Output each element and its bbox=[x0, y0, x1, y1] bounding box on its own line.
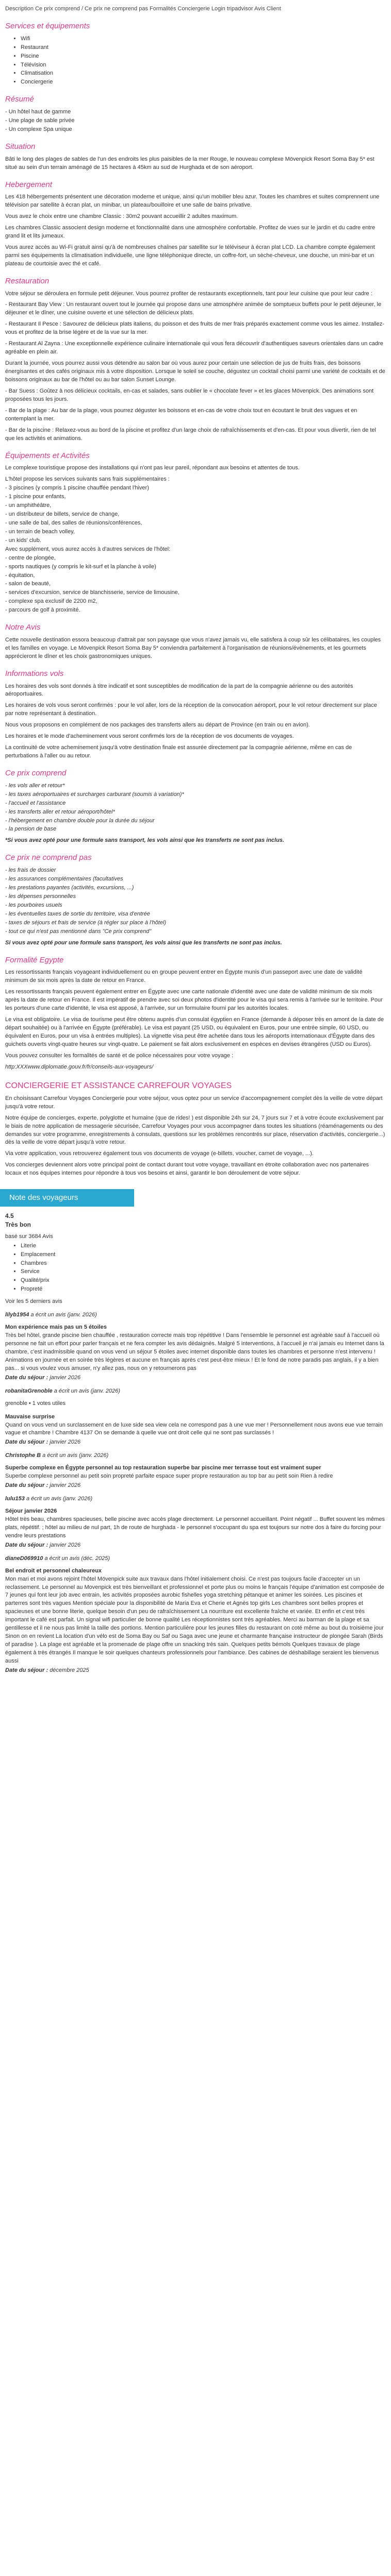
prix-comprend-line: - les taxes aéroportuaires et surcharges carburant (soumis à variation)* bbox=[5, 791, 184, 798]
review-text: Superbe complexe personnel au petit soin propreté parfaite espace super propre restauration au top bar au petit soin Rien à redire bbox=[5, 1473, 333, 1480]
review-date: janvier 2026 bbox=[50, 1482, 81, 1489]
activites-list bbox=[5, 476, 386, 615]
prix-ne-comprend-note: Si vous avez opté pour une formule sans transport, les vols ainsi que les transferts ne sont pas inclus. bbox=[5, 939, 282, 946]
rating-label: Très bon bbox=[5, 1221, 31, 1229]
formalite-text: Vous pouvez consulter les formalités de santé et de police nécessaires pour votre voyage : bbox=[5, 1052, 234, 1059]
conciergerie-text: Vos concierges deviennent alors votre principal point de contact durant tout votre voyage, travaillant en étroite collaboration avec nos partenaires locaux et nos équipes internes pour répondre à tous vos besoins et ainsi, garantir le bon déroulement de votre séjour. bbox=[5, 1162, 369, 1177]
review-title: Mauvaise surprise bbox=[5, 1413, 55, 1420]
review-date: janvier 2026 bbox=[50, 1439, 81, 1446]
activite-line: - services d'excursion, service de blanchisserie, service de limousine, bbox=[5, 589, 180, 596]
prix-comprend-line: - la pension de base bbox=[5, 826, 57, 833]
hebergement-text: Vous aurez accès au Wi-Fi gratuit ainsi qu'à de nombreuses chaînes par satellite sur le téléviseur à écran plat LCD. La chambre compte également parmi ses équipements la climatisation individuelle, une ligne téléphonique directe, un coffre-fort, un sèche-cheveux, une douche, un mini-bar et un plateau de courtoisie avec thé et café. bbox=[5, 244, 375, 267]
review-date: janvier 2026 bbox=[50, 1541, 81, 1548]
service-restaurant: • Restaurant bbox=[21, 44, 386, 52]
infos-vols-text: Les horaires de vols vous seront confirmés : pour le vol aller, lors de la réception de la convocation aéroport, pour le vol retour directement sur place par notre représentant à destination. bbox=[5, 702, 377, 717]
resume-line: - Un complexe Spa unique bbox=[5, 126, 72, 132]
review-when: a écrit un avis (janv. 2026) bbox=[54, 1387, 120, 1394]
review-text: grenoble • 1 votes utiles bbox=[5, 1400, 66, 1406]
hebergement-text: Vous avez le choix entre une chambre Classic : 30m2 pouvant accueillir 2 adultes maximum. bbox=[5, 213, 238, 220]
restauration-text: - Bar de la plage : Au bar de la plage, vous pourrez déguster les boissons et en-cas de votre choix tout en écoutant le bruit des vagues et en contemplant la mer. bbox=[5, 407, 357, 422]
prix-comprend-line: - l'accueil et l'assistance bbox=[5, 800, 66, 806]
activite-line: - 3 piscines (y compris 1 piscine chauffée pendant l'hiver) bbox=[5, 485, 149, 492]
restauration-text: Durant la journée, vous pourrez aussi vous détendre au salon bar où vous aurez pour certain une sélection de jus de fruits frais, des boissons énergisantes et des cafés originaux mis à votre disposition. Lorsque le soleil se couche, dégustez un cocktail choisi parmi une variété de cocktails et de boissons originaux au bar de l'hôtel ou au bar salon Sunset Lounge. bbox=[5, 360, 385, 383]
infos-vols-text: Les horaires et le mode d'acheminement vous seront confirmés lors de la réception de vos documents de voyages. bbox=[5, 733, 294, 740]
review-author: robanitaGrenoble bbox=[5, 1387, 53, 1394]
review-date-label: Date du séjour : bbox=[5, 1374, 48, 1381]
prix-ne-comprend-line: - les prestations payantes (activités, excursions, ...) bbox=[5, 884, 134, 891]
rating-based-on: basé sur 3684 Avis bbox=[5, 1233, 53, 1240]
formalite-text: Les ressortissants français peuvent également entrer en Égypte avec une carte nationale d'identité avec une date de validité minimum de six mois après la date de retour en France. Il est impératif de prendre avec soi deux photos d'identité pour le visa qui sera remis à l'arrivée sur le territoire. Pour les porteurs d'une carte d'identité, le visa est apposé, à l'arrivée, sur un formulaire fourni par les autorités locales. bbox=[5, 989, 383, 1011]
hebergement-text: Les 418 hébergements présentent une décoration moderne et unique, ainsi qu'un mobilier bleu azur. Toutes les chambres et suites comprennent une télévision par satellite à écran plat, un minibar, un plateau/bouilloire et une salle de bains privative. bbox=[5, 194, 380, 209]
restauration-text: - Restaurant Il Pesce : Savourez de délicieux plats italiens, du poisson et des fruits de mer frais préparés exactement comme vous les aimez. Installez-vous et profitez de la brise légère et de la vue sur la mer. bbox=[5, 321, 384, 336]
resume-list bbox=[5, 108, 386, 134]
infos-vols-text: La continuité de votre acheminement jusqu'à votre destination finale est assurée directement par la compagnie aérienne, même en cas de perturbations à l'aller ou au retour. bbox=[5, 744, 352, 759]
formalite-link[interactable]: http:XXXwww.diplomatie.gouv.fr/fr/conseils-aux-voyageurs/ bbox=[5, 1063, 154, 1070]
criteria-item: • Literie bbox=[21, 1242, 386, 1250]
restauration-title: Restauration bbox=[5, 276, 50, 285]
activite-line: - complexe spa exclusif de 2200 m2, bbox=[5, 598, 97, 605]
review-text: Hôtel très beau, chambres spacieuses, belle piscine avec accès plage directement. Le personnel accueillant. Point négatif ... Buffet souvent les mêmes plats, répétitif. ; hôtel au milieu de nul part, 1h de route de hurghada - le personnel s'occupant du spa est toujours sur notre dos à faire du forcing pour vendre leurs prestations bbox=[5, 1516, 385, 1539]
review-author: dianeD069910 bbox=[5, 1555, 43, 1562]
activites-title: Équipements et Activités bbox=[5, 451, 90, 460]
activites-intro: Le complexe touristique propose des installations qui n'ont pas leur pareil, répondant aux besoins et attentes de tous. bbox=[5, 465, 300, 471]
hebergement-text: Les chambres Classic associent design moderne et fonctionnalité dans une atmosphère confortable. Profitez de vues sur le jardin et du cadre entre grand lit et lits jumeaux. bbox=[5, 225, 376, 239]
prix-ne-comprend-line: - les éventuelles taxes de sortie du territoire, visa d'entrée bbox=[5, 910, 150, 917]
restauration-text: - Bar Suess : Goûtez à nos délicieux cocktails, en-cas et salades, sans oublier le « chocolate fever » et les glaces Mövenpick. Des animations sont proposées tous les jours. bbox=[5, 387, 374, 402]
review-author: lulu153 bbox=[5, 1496, 25, 1502]
review-title: Superbe complexe en Égypte personnel au top restauration superbe bar piscine mer terrasse tout est vraiment super bbox=[5, 1465, 321, 1471]
activite-line: - une salle de bal, des salles de réunions/conférences, bbox=[5, 519, 142, 526]
prix-ne-comprend-line: - les pourboires usuels bbox=[5, 902, 62, 908]
formalite-title: Formalité Egypte bbox=[5, 955, 64, 964]
resume-title: Résumé bbox=[5, 95, 34, 104]
restauration-text: - Restaurant Bay View : Un restaurant ouvert tout le journée qui propose dans une atmosphère animée de somptueux buffets pour le petit déjeuner, le déjeuner et le dîner, une cuisine ouverte et une sélection de délicieux plats. bbox=[5, 301, 382, 316]
review-text: Mon mari et moi avons rejoint l'hôtel Mövenpick suite aux travaux dans l'hôtel initialement choisi. Ce n'est pas toujours facile d'accepter un un reclassement. Le personnel au Movenpick est très bienveillant et professionnel et porte plus ou moins le français l'équipe d'animation est composée de 7 jeunes qui font leur job avec entrain, les activités proposées aurobic fishelles yoga stretching pétanque et animer les soirées. Les piscines et parterres sont très vagues Mention spéciale pour la disponibilité de Maria Eva et Cherie et Agnès top girls Les chambres sont belles propres et spacieuses et une bonne literie, quelque besoin d'un peu de rafraîchissement La nourriture est excellente fraîche et variée. Et enfin et c'est très important le café est parfait. Un signal wifi particulier de bonne qualité Les réceptionnistes sont très agréables. Merci au barman de la plage et sa gentillesse et il ne nous pas limité la taille des portions. Mention particulière pour les jeunes filles du restaurant on coté même au bout du troisième jour Sinon on en revient La location d'un vélo est de Soma Bay ou Saf ou Saga avec une jeune et charmante française instructeur de plongée Sarah (Birds of paradise ). La plage est agréable et la promenade de plage offre un snacking très sain. Quelques petits bémols Quelques travaux de plage également à très étrangés Il manque le soir quelques chanteurs professionnels pour l'ambiance. Des cabines de déshabillage seraient les bienvenus aussi bbox=[5, 1575, 384, 1664]
review-date: décembre 2025 bbox=[50, 1667, 89, 1673]
infos-vols-title: Informations vols bbox=[5, 669, 64, 678]
service-climatisation: • Climatisation bbox=[21, 70, 386, 78]
prix-ne-comprend-line: - tout ce qui n'est pas mentionné dans "Ce prix comprend" bbox=[5, 928, 152, 935]
prix-comprend-line: - les transferts aller et retour aéroport/hôtel* bbox=[5, 808, 115, 815]
breadcrumb[interactable]: Description Ce prix comprend / Ce prix ne comprend pas Formalités Conciergerie Login tripadvisor Avis Client bbox=[5, 6, 281, 12]
prix-ne-comprend-line: - taxes de séjours et frais de service (à régler sur place à l'hôtel) bbox=[5, 919, 167, 926]
prix-comprend-title: Ce prix comprend bbox=[5, 769, 67, 777]
activite-line: - sports nautiques (y compris le kit-surf et la planche à voile) bbox=[5, 563, 156, 570]
criteria-item: • Service bbox=[21, 1268, 386, 1276]
activite-line: - un terrain de beach volley, bbox=[5, 528, 75, 535]
prix-ne-comprend-line: - les dépenses personnelles bbox=[5, 893, 76, 900]
prix-comprend-note: *Si vous avez opté pour une formule sans transport, les vols ainsi que les transferts ne sont pas inclus. bbox=[5, 837, 284, 844]
review-date-line bbox=[5, 1438, 386, 1447]
hebergement-title: Hebergement bbox=[5, 180, 52, 189]
resume-line: - Un hôtel haut de gamme bbox=[5, 109, 71, 115]
criteria-item: • Emplacement bbox=[21, 1251, 386, 1259]
criteria-item: • Chambres bbox=[21, 1260, 386, 1268]
last-reviews-link[interactable]: Voir les 5 derniers avis bbox=[5, 1298, 62, 1305]
service-television: • Télévision bbox=[21, 61, 386, 70]
conciergerie-title: CONCIERGERIE ET ASSISTANCE CARREFOUR VOYAGES bbox=[5, 1081, 232, 1090]
review-when: a écrit un avis (janv. 2026) bbox=[30, 1312, 97, 1318]
resume-line: - Une plage de sable privée bbox=[5, 117, 75, 124]
criteria-item: • Qualité/prix bbox=[21, 1277, 386, 1285]
prix-comprend-line: - les vols aller et retour* bbox=[5, 782, 65, 789]
review-date-label: Date du séjour : bbox=[5, 1541, 48, 1548]
prix-comprend-line: - l'hébergement en chambre double pour la durée du séjour bbox=[5, 817, 155, 824]
situation-title: Situation bbox=[5, 142, 36, 151]
activite-line: - salon de beauté, bbox=[5, 581, 51, 587]
review-title: Séjour janvier 2026 bbox=[5, 1508, 57, 1515]
review-author: lilyb1954 bbox=[5, 1312, 29, 1318]
service-wifi: • Wifi bbox=[21, 35, 386, 43]
review bbox=[5, 1387, 386, 1408]
review-date-label: Date du séjour : bbox=[5, 1667, 48, 1673]
infos-vols-text: Nous vous proposons en complément de nos packages des transferts allers au départ de Province (en train ou en avion). bbox=[5, 722, 310, 728]
situation-text: Bâti le long des plages de sables de l'un des endroits les plus paisibles de la mer Rouge, le nouveau complexe Mövenpick Resort Soma Bay 5* est situé au sein d'un terrain aménagé de 15 hectares à 45km au sud de Hurghada et de son aéroport. bbox=[5, 156, 374, 171]
formalite-text: Les ressortissants français voyageant individuellement ou en groupe peuvent entrer en Égypte munis d'un passeport avec une date de validité minimum de six mois après la date de retour en France. bbox=[5, 969, 363, 984]
activite-line: - équitation, bbox=[5, 572, 35, 579]
review-date-line bbox=[5, 1374, 386, 1382]
review-author: Christophe B bbox=[5, 1452, 41, 1459]
restauration-text: - Bar de la piscine : Relaxez-vous au bord de la piscine et profitez d'un large choix de rafraîchissements et d'en-cas. Et pour vous divertir, rien de tel que les activités et animations. bbox=[5, 427, 376, 442]
services-title: Services et équipements bbox=[5, 21, 90, 30]
review-author-line bbox=[5, 1311, 386, 1319]
prix-ne-comprend-title: Ce prix ne comprend pas bbox=[5, 853, 92, 862]
prix-ne-comprend-line: - les assurances complémentaires (facultatives bbox=[5, 876, 123, 882]
review-when: a écrit un avis (janv. 2026) bbox=[26, 1496, 93, 1502]
review-date-label: Date du séjour : bbox=[5, 1439, 48, 1446]
review bbox=[5, 1452, 386, 1490]
activite-line: - centre de plongée, bbox=[5, 554, 56, 561]
prix-ne-comprend-list bbox=[5, 867, 386, 936]
service-conciergerie: • Conciergerie bbox=[21, 78, 386, 87]
criteria-item: • Propreté bbox=[21, 1285, 386, 1294]
review bbox=[5, 1495, 386, 1550]
activite-line: - un amphithéâtre, bbox=[5, 502, 52, 509]
services-list bbox=[5, 35, 386, 87]
service-piscine: • Piscine bbox=[21, 53, 386, 61]
activite-line: - parcours de golf à proximité. bbox=[5, 607, 80, 614]
activite-line: - 1 piscine pour enfants, bbox=[5, 494, 66, 500]
review-title: Bel endroit et personnel chaleureux bbox=[5, 1567, 102, 1574]
review-author-line bbox=[5, 1452, 386, 1460]
activite-line: L'hôtel propose les services suivants sans frais supplémentaires : bbox=[5, 476, 170, 483]
review bbox=[5, 1311, 386, 1382]
rating-score: 4.5 bbox=[5, 1212, 14, 1219]
restauration-text: - Restaurant Al Zayna : Une exceptionnelle expérience culinaire internationale qui vous fera découvrir d'authentiques saveurs orientales dans un cadre agréable en plein air. bbox=[5, 341, 383, 355]
review-author-line bbox=[5, 1555, 386, 1563]
review-title: Mon expérience mais pas un 5 étoiles bbox=[5, 1324, 107, 1331]
notre-avis-title: Notre Avis bbox=[5, 623, 41, 632]
review-when: a écrit un avis (janv. 2026) bbox=[42, 1452, 109, 1459]
activite-line: - un distributeur de billets, service de change, bbox=[5, 511, 120, 517]
criteria-list bbox=[5, 1242, 386, 1294]
review-date-line bbox=[5, 1667, 386, 1675]
notre-avis-text: Cette nouvelle destination essora beaucoup d'attrait par son paysage que vous n'avez jamais vu, elle satisfera à coup sûr les célibataires, les couples et les familles en voyage. Le Mövenpick Resort Soma Bay 5* conviendra parfaitement à l'organisation de réunions/évènements, et les gourmets apprécieront le dîner et les choix gastronomiques uniques. bbox=[5, 636, 381, 659]
activite-line: Avec supplément, vous aurez accès à d'autres services de l'hôtel: bbox=[5, 546, 171, 552]
review-author-line bbox=[5, 1387, 386, 1396]
prix-comprend-list bbox=[5, 782, 386, 834]
review-author-line bbox=[5, 1495, 386, 1503]
conciergerie-text: Via votre application, vous retrouverez également tous vos documents de voyage (e-billets, voucher, carnet de voyage, ...). bbox=[5, 1150, 314, 1157]
review-date-label: Date du séjour : bbox=[5, 1482, 48, 1489]
review-date-line bbox=[5, 1482, 386, 1490]
activite-line: - un kids' club. bbox=[5, 537, 41, 544]
review-when: a écrit un avis (déc. 2025) bbox=[44, 1555, 110, 1562]
conciergerie-text: Notre équipe de concierges, experte, polyglotte et humaine (que de rides! ) est disponible 24h sur 24, 7 jours sur 7 et à votre écoute exclusivement par le biais de notre application de messagerie sécurisée, Carrefour Voyages pour vous accompagner dans toutes les situations (réaménagements ou des demandes sur votre programme, enregistrements à consulats, questions sur les problèmes rencontrés sur place, réservation d'activités, conciergerie...) dès la veille de votre départ jusqu'à votre retour. bbox=[5, 1114, 385, 1146]
conciergerie-text: En choisissant Carrefour Voyages Conciergerie pour votre séjour, vous optez pour un service d'accompagnement complet dès la veille de votre départ jusqu'à votre retour. bbox=[5, 1095, 383, 1110]
restauration-text: Votre séjour se déroulera en formule petit déjeuner. Vous pourrez profiter de restaurants exceptionnels, tant pour leur cuisine que pour leur cadre : bbox=[5, 290, 372, 297]
review-text: Quand on vous vend un surclassement en de luxe side sea view cela ne correspond pas à une vue mer ! Personnellement nous avons eue vue terrain vague et chambre ! Chambre 4137 On se demande à quelle vue ont droit celle qui ne sont pas surclassés ! bbox=[5, 1421, 383, 1436]
review bbox=[5, 1413, 386, 1447]
review-date: janvier 2026 bbox=[50, 1374, 81, 1381]
infos-vols-text: Les horaires des vols sont donnés à titre indicatif et sont susceptibles de modification de la part de la compagnie aérienne ou des autorités aéroportuaires. bbox=[5, 683, 353, 698]
review bbox=[5, 1555, 386, 1675]
formalite-text: Le visa est obligatoire. Le visa de tourisme peut être obtenu auprès d'un consulat égyptien en France (demande à déposer très en amont de la date de départ souhaitée) ou à l'arrivée en Égypte (préférable). Le visa est payant (25 USD, ou équivalent en Euros, pour une entrée simple, 60 USD, ou équivalent en Euros, pour un visa à entrées multiples). La vignette visa peut être achetée dans tous les aéroports internationaux d'Égypte dans des guichets ouverts vingt-quatre heures sur vingt-quatre. Le paiement se fait alors exclusivement en espèces en devises étrangères (USD ou Euros). bbox=[5, 1016, 384, 1047]
notes-bar: Note des voyageurs bbox=[0, 1189, 134, 1207]
review-text: Très bel hôtel, grande piscine bien chauffée , restauration correcte mais trop répétitive ! Dans l'ensemble le personnel est agréable sauf à l'accueil où personne ne fait un effort pour parler français et ne fera compter les avis dédaignés. Malgré 5 interventions, à l'accueil je n'ai jamais eu Internet dans la chambre, c'est inadmissible quand on vous vend un séjour 5 étoiles avec internet disponible dans toutes les chambres et personne n'est intervenu ! Animations en journée et en soirée très légères et aucune en français après c'est peut-être mieux ! Et le fond de notre paradis pas anglais, il y a bien pas... si vous voulez vous amuser, n'y allez pas, nous on y retournerons pas bbox=[5, 1332, 384, 1371]
prix-ne-comprend-line: - les frais de dossier bbox=[5, 867, 56, 874]
review-date-line bbox=[5, 1541, 386, 1550]
